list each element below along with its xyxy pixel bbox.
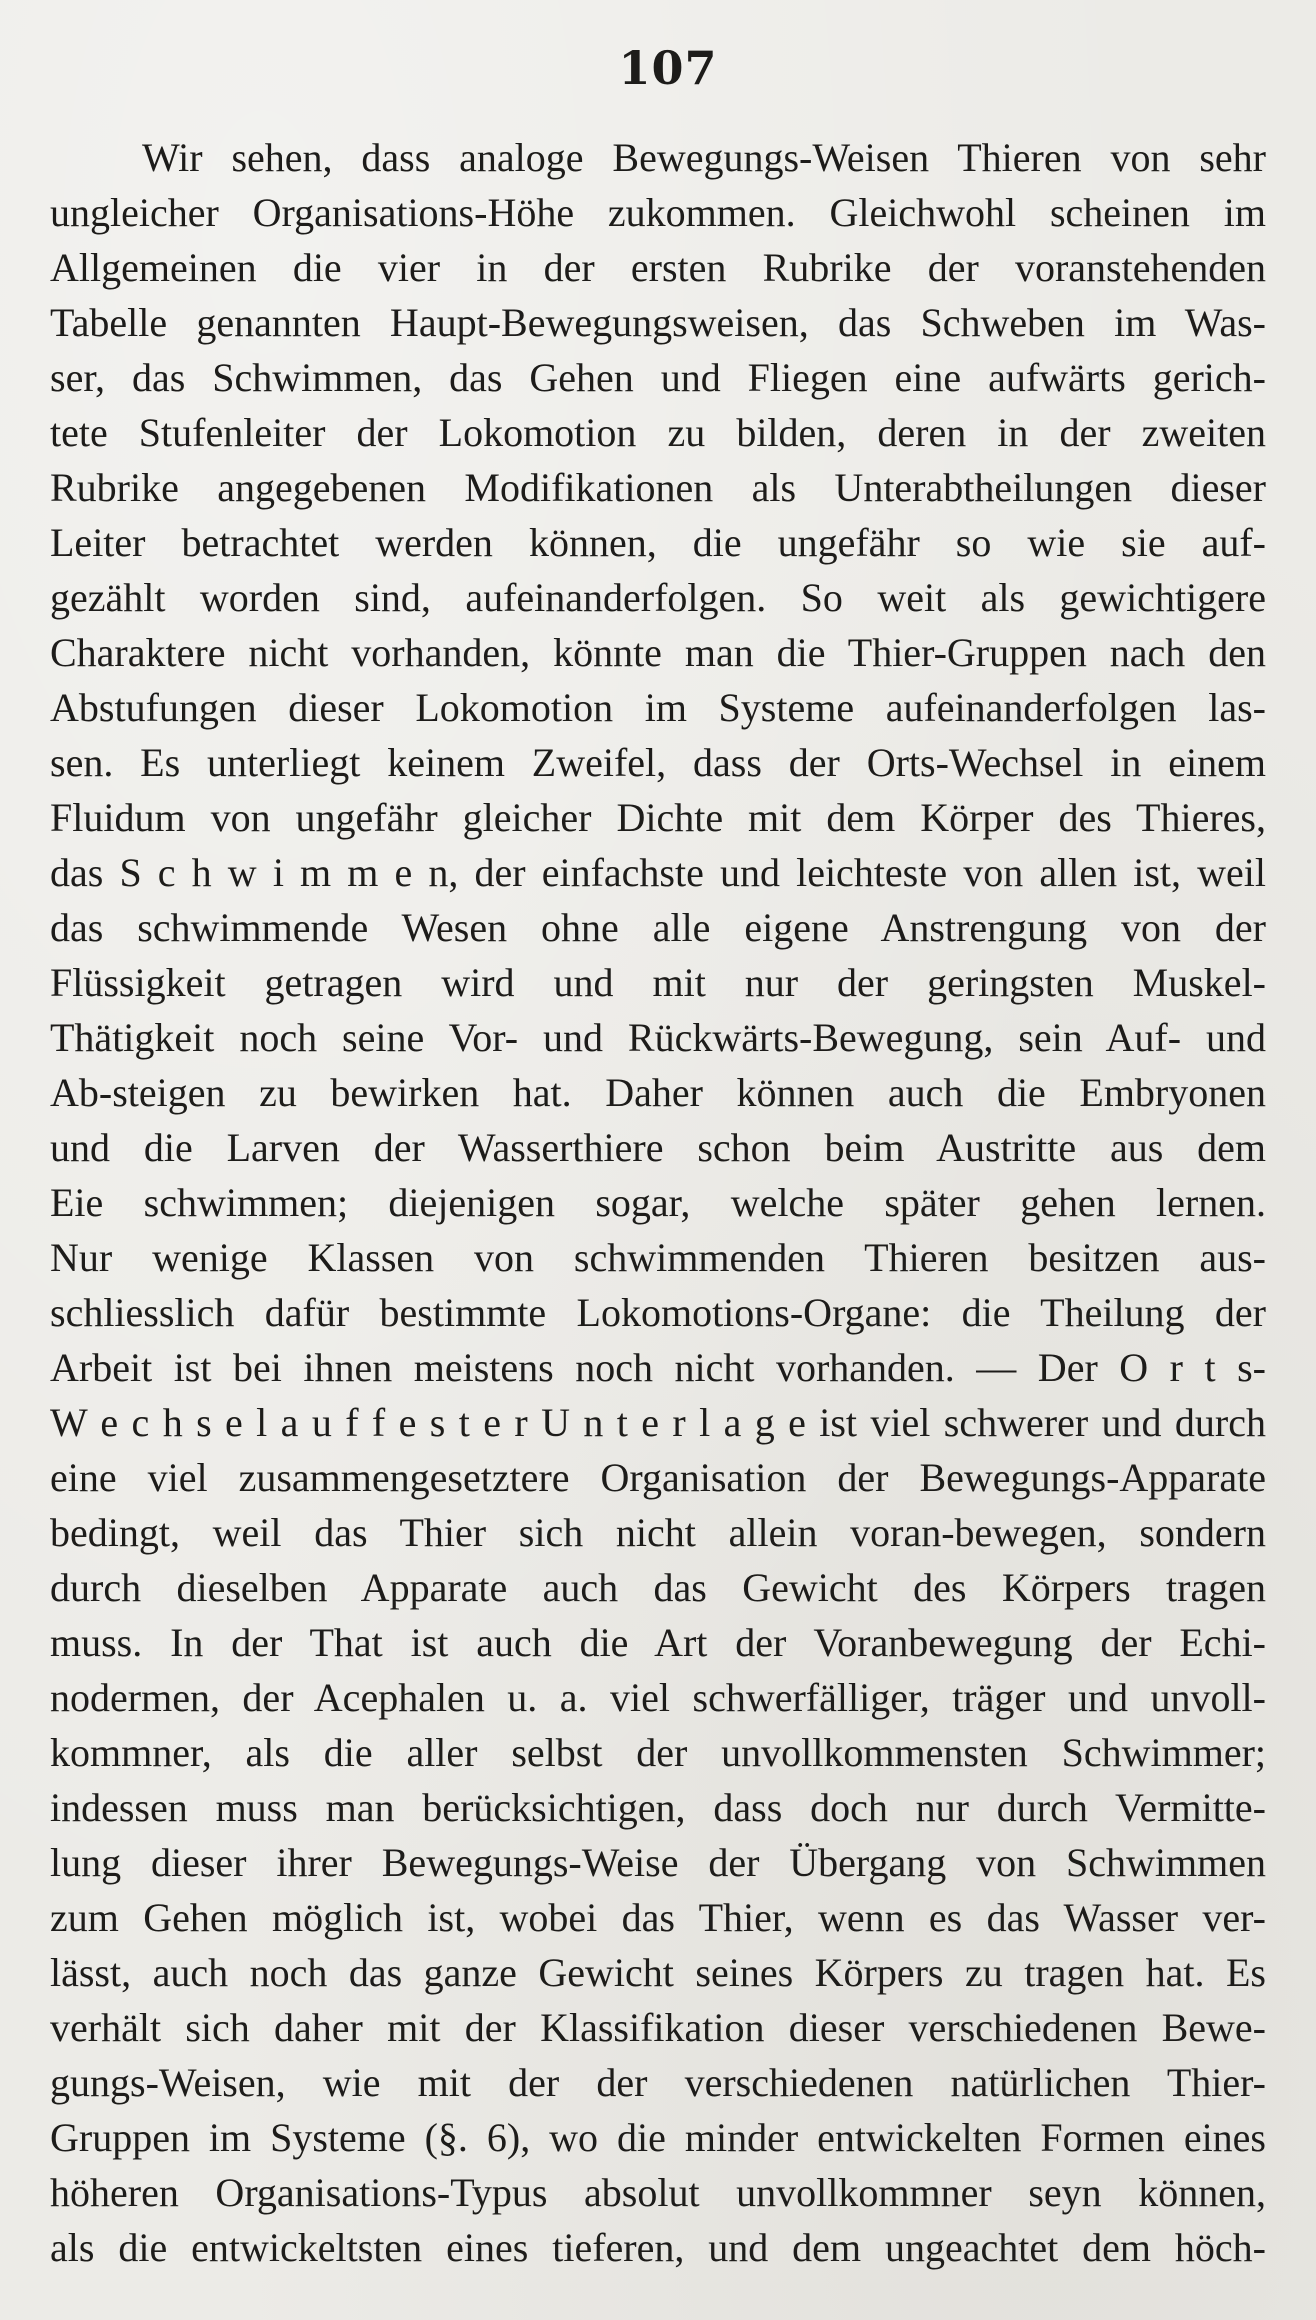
text-line: durch dieselben Apparate auch das Gewicht des Körpers tragen (50, 1565, 1266, 1610)
text-line: Wir sehen, dass analoge Bewegungs-Weisen Thieren von sehr (142, 135, 1266, 180)
text-line: indessen muss man berücksichtigen, dass doch nur durch Vermitte- (50, 1785, 1266, 1830)
text-line: nodermen, der Acephalen u. a. viel schwerfälliger, träger und unvoll- (50, 1675, 1266, 1720)
text-line: das S c h w i m m e n, der einfachste und leichteste von allen ist, weil (50, 850, 1266, 895)
text-line: lung dieser ihrer Bewegungs-Weise der Übergang von Schwimmen (50, 1840, 1266, 1885)
text-line: bedingt, weil das Thier sich nicht allein voran-bewegen, sondern (50, 1510, 1266, 1555)
text-line: sen. Es unterliegt keinem Zweifel, dass der Orts-Wechsel in einem (50, 740, 1266, 785)
text-line: Rubrike angegebenen Modifikationen als Unterabtheilungen dieser (50, 465, 1266, 510)
text-line: muss. In der That ist auch die Art der Voranbewegung der Echi- (50, 1620, 1266, 1665)
text-line: Arbeit ist bei ihnen meistens noch nicht vorhanden. — Der O r t s- (50, 1345, 1266, 1390)
text-line: Abstufungen dieser Lokomotion im Systeme aufeinanderfolgen las- (50, 685, 1266, 730)
text-line: ungleicher Organisations-Höhe zukommen. Gleichwohl scheinen im (50, 190, 1266, 235)
text-line: Tabelle genannten Haupt-Bewegungsweisen, das Schweben im Was- (50, 300, 1266, 345)
body-text (50, 130, 1266, 2275)
text-line: kommner, als die aller selbst der unvollkommensten Schwimmer; (50, 1730, 1266, 1775)
text-line: Thätigkeit noch seine Vor- und Rückwärts-Bewegung, sein Auf- und (50, 1015, 1266, 1060)
text-line: lässt, auch noch das ganze Gewicht seines Körpers zu tragen hat. Es (50, 1950, 1266, 1995)
text-line: Gruppen im Systeme (§. 6), wo die minder entwickelten Formen eines (50, 2115, 1266, 2160)
text-line: Fluidum von ungefähr gleicher Dichte mit dem Körper des Thieres, (50, 795, 1266, 840)
text-line: höheren Organisations-Typus absolut unvollkommner seyn können, (50, 2170, 1266, 2215)
text-line: zum Gehen möglich ist, wobei das Thier, wenn es das Wasser ver- (50, 1895, 1266, 1940)
text-line: Eie schwimmen; diejenigen sogar, welche später gehen lernen. (50, 1180, 1266, 1225)
text-line: als die entwickeltsten eines tieferen, und dem ungeachtet dem höch- (50, 2225, 1266, 2270)
book-page (50, 40, 1266, 2290)
page-number: 107 (618, 41, 718, 95)
text-line: tete Stufenleiter der Lokomotion zu bilden, deren in der zweiten (50, 410, 1266, 455)
text-line: Charaktere nicht vorhanden, könnte man die Thier-Gruppen nach den (50, 630, 1266, 675)
text-line: Flüssigkeit getragen wird und mit nur der geringsten Muskel- (50, 960, 1266, 1005)
text-line: Allgemeinen die vier in der ersten Rubrike der voranstehenden (50, 245, 1266, 290)
text-line: verhält sich daher mit der Klassifikation dieser verschiedenen Bewe- (50, 2005, 1266, 2050)
text-line: schliesslich dafür bestimmte Lokomotions-Organe: die Theilung der (50, 1290, 1266, 1335)
text-line: Leiter betrachtet werden können, die ungefähr so wie sie auf- (50, 520, 1266, 565)
text-line: Ab-steigen zu bewirken hat. Daher können auch die Embryonen (50, 1070, 1266, 1115)
text-line: gezählt worden sind, aufeinanderfolgen. So weit als gewichtigere (50, 575, 1266, 620)
text-line: Nur wenige Klassen von schwimmenden Thieren besitzen aus- (50, 1235, 1266, 1280)
text-line: ser, das Schwimmen, das Gehen und Fliegen eine aufwärts gerich- (50, 355, 1266, 400)
text-line: und die Larven der Wasserthiere schon beim Austritte aus dem (50, 1125, 1266, 1170)
text-line: gungs-Weisen, wie mit der der verschiedenen natürlichen Thier- (50, 2060, 1266, 2105)
text-line: W e c h s e l a u f f e s t e r U n t e r l a g e ist viel schwerer und durch (50, 1400, 1266, 1445)
text-line: eine viel zusammengesetztere Organisation der Bewegungs-Apparate (50, 1455, 1266, 1500)
text-line: das schwimmende Wesen ohne alle eigene Anstrengung von der (50, 905, 1266, 950)
